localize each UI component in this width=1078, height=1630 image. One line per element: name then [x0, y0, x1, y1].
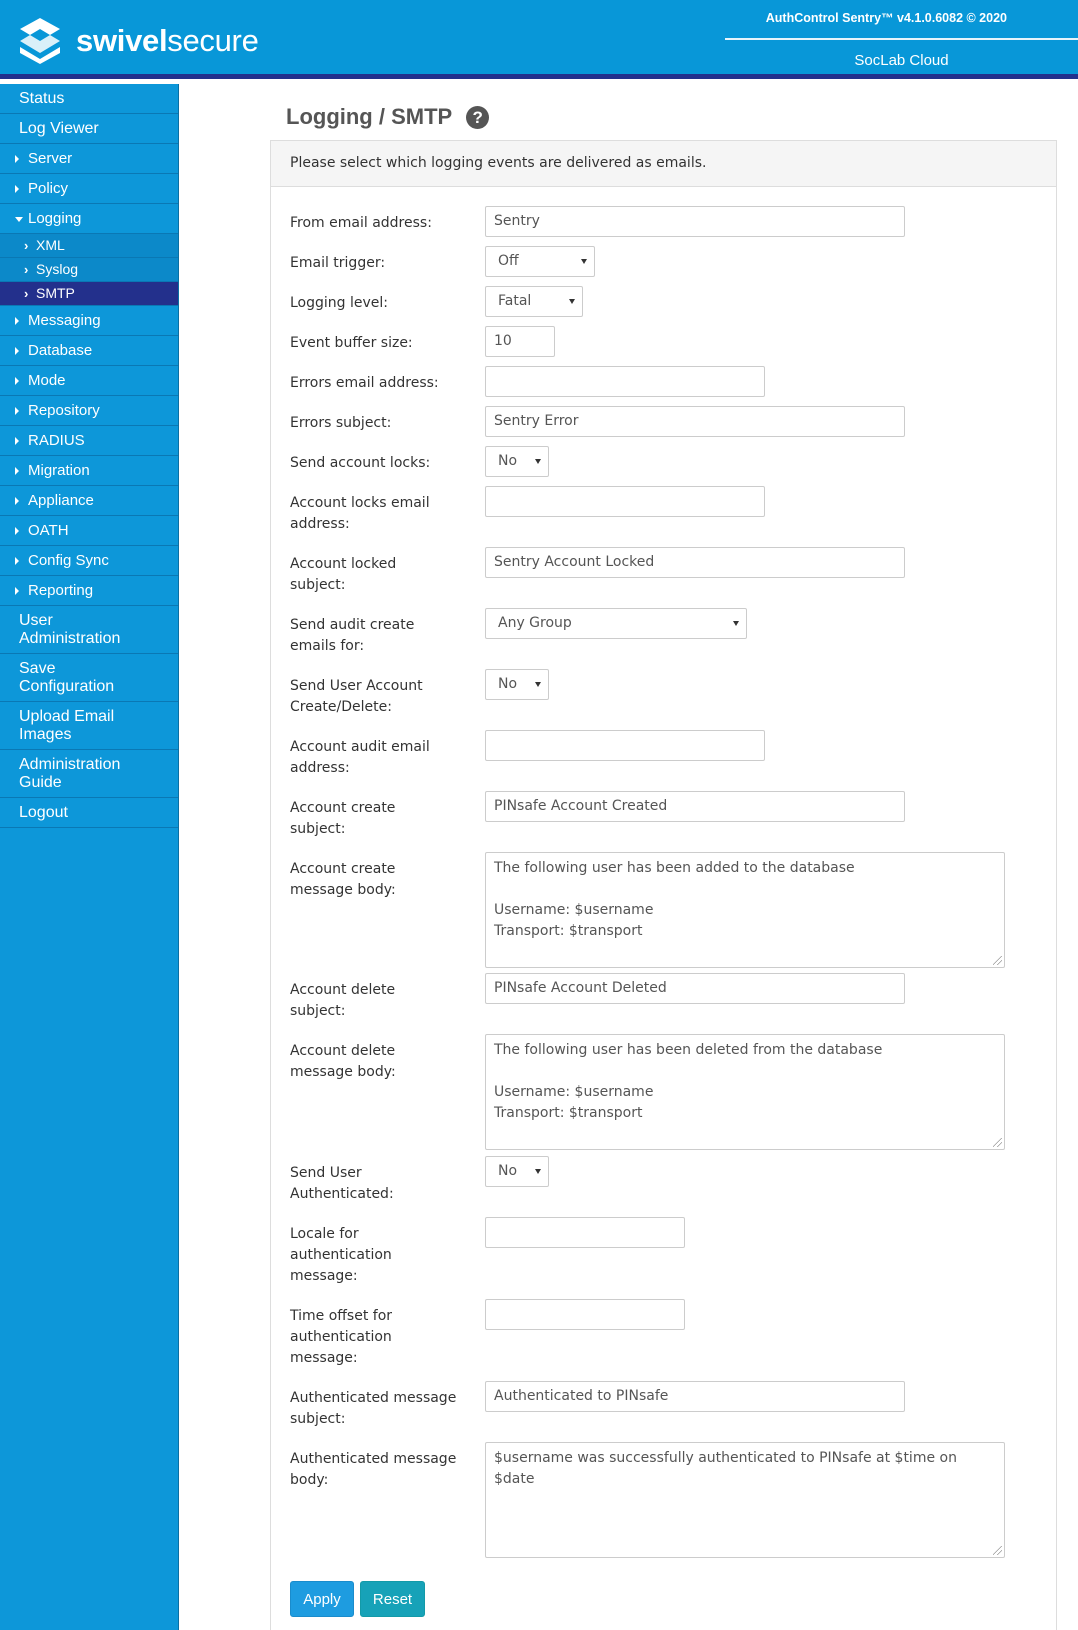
- sidebar-item-radius[interactable]: RADIUS: [0, 426, 178, 456]
- header-divider: [725, 38, 1078, 40]
- caret-right-icon: [15, 467, 19, 475]
- send-user-create-delete-label: Send User Account Create/Delete:: [290, 678, 423, 715]
- version-label: AuthControl Sentry™ v4.1.0.6082 © 2020: [765, 11, 1007, 25]
- logging-level-label: Logging level:: [290, 295, 388, 311]
- event-buffer-label: Event buffer size:: [290, 335, 413, 351]
- send-audit-create-select[interactable]: Any Group: [485, 608, 747, 639]
- header-info: [725, 0, 1078, 74]
- caret-right-icon: [15, 155, 19, 163]
- send-account-locks-select[interactable]: No: [485, 446, 549, 477]
- sidebar-item-administration-guide[interactable]: Administration Guide: [0, 750, 178, 798]
- auth-subject-input[interactable]: Authenticated to PINsafe: [485, 1381, 905, 1412]
- logo-text: swivelsecure: [76, 23, 259, 58]
- sidebar-item-xml[interactable]: › XML: [0, 234, 178, 258]
- account-locked-subject-input[interactable]: Sentry Account Locked: [485, 547, 905, 578]
- account-locks-email-input[interactable]: [485, 486, 765, 517]
- caret-right-icon: [15, 347, 19, 355]
- sidebar-item-database[interactable]: Database: [0, 336, 178, 366]
- sidebar-item-migration[interactable]: Migration: [0, 456, 178, 486]
- sidebar-item-upload-email-images[interactable]: Upload Email Images: [0, 702, 178, 750]
- locale-input[interactable]: [485, 1217, 685, 1248]
- caret-right-icon: [15, 587, 19, 595]
- sidebar-item-user-administration[interactable]: User Administration: [0, 606, 178, 654]
- account-create-subject-input[interactable]: PINsafe Account Created: [485, 791, 905, 822]
- sidebar-item-logout[interactable]: Logout: [0, 798, 178, 828]
- sidebar-item-oath[interactable]: OATH: [0, 516, 178, 546]
- resize-grip-icon[interactable]: [993, 1138, 1002, 1147]
- sidebar-item-log-viewer[interactable]: Log Viewer: [0, 114, 178, 144]
- dropdown-arrow-icon: [535, 1169, 541, 1174]
- swivel-logo-icon: [18, 16, 62, 66]
- dropdown-arrow-icon: [535, 682, 541, 687]
- sidebar-item-server[interactable]: Server: [0, 144, 178, 174]
- auth-body-label: Authenticated message body:: [290, 1451, 457, 1488]
- sidebar-item-config-sync[interactable]: Config Sync: [0, 546, 178, 576]
- from-email-input[interactable]: Sentry: [485, 206, 905, 237]
- sidebar-item-smtp[interactable]: › SMTP: [0, 282, 178, 306]
- sidebar-item-logging[interactable]: Logging: [0, 204, 178, 234]
- sidebar-nav: [0, 84, 179, 1630]
- panel-description: Please select which logging events are delivered as emails.: [271, 141, 1056, 187]
- sidebar-item-status[interactable]: Status: [0, 84, 178, 114]
- chevron-right-icon: ›: [24, 238, 29, 253]
- sidebar-item-appliance[interactable]: Appliance: [0, 486, 178, 516]
- sidebar-item-reporting[interactable]: Reporting: [0, 576, 178, 606]
- page-title-text: Logging / SMTP: [286, 104, 453, 129]
- caret-right-icon: [15, 317, 19, 325]
- locale-label: Locale for authentication message:: [290, 1226, 392, 1284]
- swivelsecure-logo[interactable]: [18, 16, 259, 66]
- account-locks-email-label: Account locks email address:: [290, 495, 430, 532]
- chevron-right-icon: ›: [24, 286, 29, 301]
- account-create-body-textarea[interactable]: The following user has been added to the database Username: $username Transport: $transport: [485, 852, 1005, 968]
- errors-email-input[interactable]: [485, 366, 765, 397]
- reset-button[interactable]: Reset: [360, 1581, 425, 1617]
- send-user-authenticated-label: Send User Authenticated:: [290, 1165, 394, 1202]
- account-delete-body-label: Account delete message body:: [290, 1043, 396, 1080]
- errors-email-label: Errors email address:: [290, 375, 439, 391]
- auth-subject-label: Authenticated message subject:: [290, 1390, 457, 1427]
- caret-down-icon: [15, 217, 23, 222]
- caret-right-icon: [15, 185, 19, 193]
- help-icon[interactable]: ?: [466, 106, 489, 129]
- dropdown-arrow-icon: [569, 299, 575, 304]
- site-name: SocLab Cloud: [854, 52, 949, 69]
- account-audit-email-input[interactable]: [485, 730, 765, 761]
- caret-right-icon: [15, 407, 19, 415]
- chevron-right-icon: ›: [24, 262, 29, 277]
- account-create-subject-label: Account create subject:: [290, 800, 396, 837]
- resize-grip-icon[interactable]: [993, 956, 1002, 965]
- account-delete-subject-label: Account delete subject:: [290, 982, 396, 1019]
- sidebar-item-save-configuration[interactable]: Save Configuration: [0, 654, 178, 702]
- auth-body-textarea[interactable]: $username was successfully authenticated to PINsafe at $time on $date: [485, 1442, 1005, 1558]
- email-trigger-label: Email trigger:: [290, 255, 386, 271]
- sidebar-item-syslog[interactable]: › Syslog: [0, 258, 178, 282]
- event-buffer-input[interactable]: 10: [485, 326, 555, 357]
- caret-right-icon: [15, 527, 19, 535]
- send-user-authenticated-select[interactable]: No: [485, 1156, 549, 1187]
- time-offset-input[interactable]: [485, 1299, 685, 1330]
- dropdown-arrow-icon: [581, 259, 587, 264]
- caret-right-icon: [15, 497, 19, 505]
- time-offset-label: Time offset for authentication message:: [290, 1308, 393, 1366]
- account-audit-email-label: Account audit email address:: [290, 739, 430, 776]
- dropdown-arrow-icon: [535, 459, 541, 464]
- sidebar-item-repository[interactable]: Repository: [0, 396, 178, 426]
- account-delete-body-textarea[interactable]: The following user has been deleted from the database Username: $username Transport: $transport: [485, 1034, 1005, 1150]
- sidebar-item-messaging[interactable]: Messaging: [0, 306, 178, 336]
- send-user-create-delete-select[interactable]: No: [485, 669, 549, 700]
- from-email-label: From email address:: [290, 215, 432, 231]
- account-delete-subject-input[interactable]: PINsafe Account Deleted: [485, 973, 905, 1004]
- sidebar-item-policy[interactable]: Policy: [0, 174, 178, 204]
- errors-subject-label: Errors subject:: [290, 415, 392, 431]
- page-title: [286, 104, 489, 130]
- app-header: [0, 0, 1078, 79]
- sidebar-item-mode[interactable]: Mode: [0, 366, 178, 396]
- account-create-body-label: Account create message body:: [290, 861, 396, 898]
- email-trigger-select[interactable]: Off: [485, 246, 595, 277]
- account-locked-subject-label: Account locked subject:: [290, 556, 397, 593]
- dropdown-arrow-icon: [733, 621, 739, 626]
- resize-grip-icon[interactable]: [993, 1546, 1002, 1555]
- apply-button[interactable]: Apply: [290, 1581, 354, 1617]
- caret-right-icon: [15, 557, 19, 565]
- caret-right-icon: [15, 437, 19, 445]
- caret-right-icon: [15, 377, 19, 385]
- send-account-locks-label: Send account locks:: [290, 455, 431, 471]
- logging-level-select[interactable]: Fatal: [485, 286, 583, 317]
- errors-subject-input[interactable]: Sentry Error: [485, 406, 905, 437]
- send-audit-create-label: Send audit create emails for:: [290, 617, 415, 654]
